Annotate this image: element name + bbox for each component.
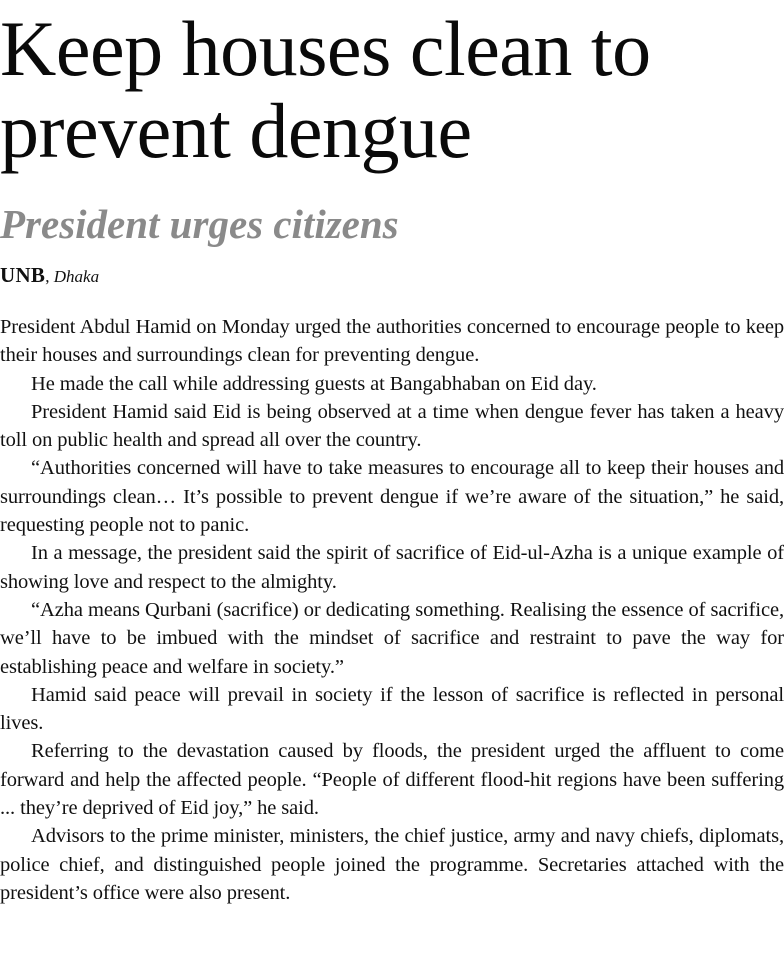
byline [0,263,99,289]
article-paragraph: In a message, the president said the spirit of sacrifice of Eid-ul-Azha is a unique example of showing love and respect to the almighty. [0,542,784,593]
article-paragraph: He made the call while addressing guests at Bangabhaban on Eid day. [31,372,597,395]
subheadline: President urges citizens [0,201,399,247]
byline-location: Dhaka [53,267,100,286]
byline-separator: , [45,267,50,286]
article-paragraph: “Azha means Qurbani (sacrifice) or dedicating something. Realising the essence of sacrifice, we’ll have to be imbued with the mindset of sacrifice and restraint to pave the way for establishing peace and welfare in society.” [0,598,784,678]
headline: Keep houses clean to prevent dengue [0,5,651,174]
byline-agency: UNB [0,263,46,287]
article-paragraph: Referring to the devastation caused by floods, the president urged the affluent to come forward and help the affected people. “People of different flood-hit regions have been suffering ... they’re deprived of Eid joy,” he said. [0,740,784,820]
article-paragraph: President Hamid said Eid is being observed at a time when dengue fever has taken a heavy toll on public health and spread all over the country. [0,400,784,452]
article-body [0,313,784,907]
article-paragraph: “Authorities concerned will have to take measures to encourage all to keep their houses and surroundings clean… It’s possible to prevent dengue if we’re aware of the situation,” he said, requesting people not to panic. [0,457,784,537]
article-paragraph: Hamid said peace will prevail in society if the lesson of sacrifice is reflected in personal lives. [0,683,784,735]
article-paragraph: Advisors to the prime minister, ministers, the chief justice, army and navy chiefs, diplomats, police chief, and distinguished people joined the programme. Secretaries attached with the president’s office were also present. [0,825,784,904]
article-paragraph: President Abdul Hamid on Monday urged the authorities concerned to encourage people to keep their houses and surroundings clean for preventing dengue. [0,316,784,367]
